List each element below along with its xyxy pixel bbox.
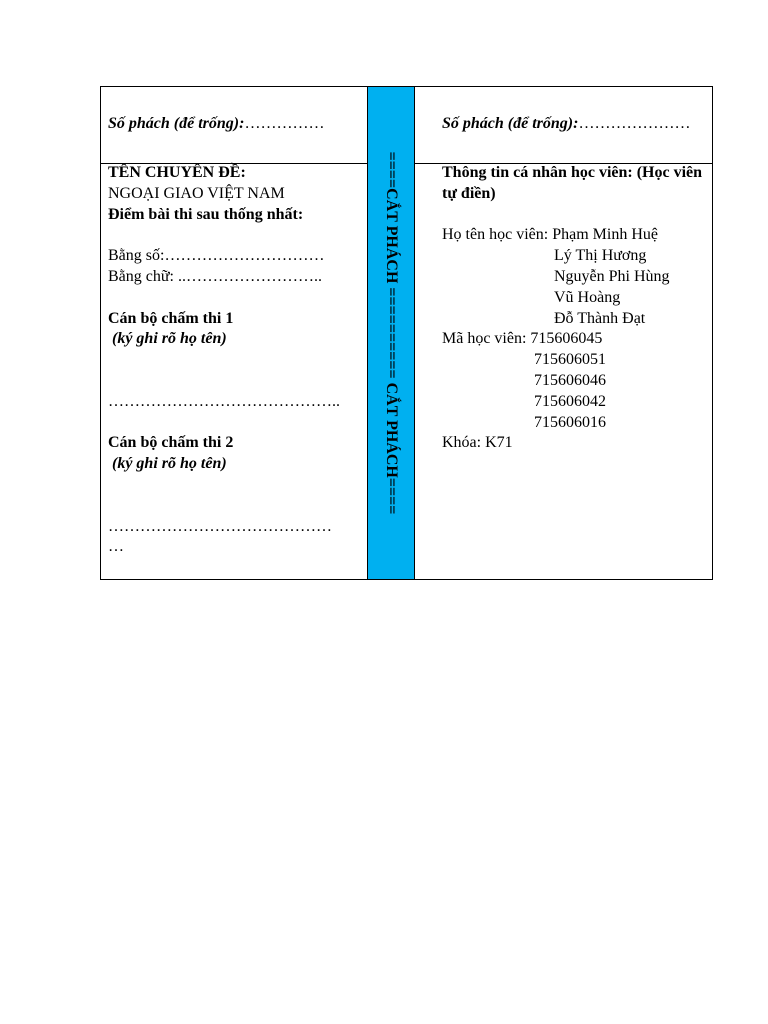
student-id-3: 715606046 (534, 371, 606, 389)
grader2-signature-line-cont: … (108, 538, 124, 556)
left-body (108, 163, 361, 558)
right-header (442, 115, 690, 133)
student-name-2: Lý Thị Hương (554, 247, 647, 265)
exam-cover-table (100, 86, 713, 580)
left-header-label: Số phách (để trống): (108, 115, 245, 132)
right-body (442, 163, 706, 454)
left-column (101, 87, 367, 579)
grader1-signature-line: …………………………………….. (108, 392, 340, 410)
score-number: Bằng số:………………………… (108, 247, 325, 265)
name-label: Họ tên học viên: (442, 226, 549, 244)
left-header-dots: …………… (244, 115, 325, 132)
grader1-note: (ký ghi rõ họ tên) (112, 330, 227, 348)
grader1-title: Cán bộ chấm thi 1 (108, 309, 234, 327)
left-header (108, 115, 324, 133)
right-header-label: Số phách (để trống): (442, 115, 579, 132)
grader2-signature-line: …………………………………… (108, 517, 332, 535)
topic-label: TÊN CHUYÊN ĐỀ: (108, 164, 246, 181)
student-id-1: 715606045 (530, 330, 603, 348)
course: Khóa: K71 (442, 434, 513, 452)
student-id-5: 715606016 (534, 413, 606, 431)
student-name-1: Phạm Minh Huệ (552, 226, 658, 244)
score-words: Bằng chữ: ..…………………….. (108, 267, 322, 285)
info-heading: Thông tin cá nhân học viên: (Học viên tự điền) (442, 164, 703, 202)
student-id-2: 715606051 (534, 351, 606, 369)
grader2-note: (ký ghi rõ họ tên) (112, 455, 227, 473)
student-name-5: Đỗ Thành Đạt (554, 309, 646, 327)
grader2-title: Cán bộ chấm thi 2 (108, 434, 234, 452)
student-name-row (442, 225, 706, 246)
cut-strip (367, 87, 415, 579)
student-name-3: Nguyễn Phi Hùng (554, 267, 670, 285)
student-id-4: 715606042 (534, 392, 606, 410)
student-id-row (442, 329, 706, 350)
right-column (415, 87, 712, 579)
student-name-4: Vũ Hoàng (554, 288, 621, 306)
right-header-dots: ………………… (578, 115, 691, 132)
score-heading: Điểm bài thi sau thống nhất: (108, 205, 304, 223)
cut-strip-label: ====CẮT PHÁCH ========== CẮT PHÁCH==== (383, 151, 400, 515)
topic-value: NGOẠI GIAO VIỆT NAM (108, 184, 285, 202)
id-label: Mã học viên: (442, 330, 527, 348)
